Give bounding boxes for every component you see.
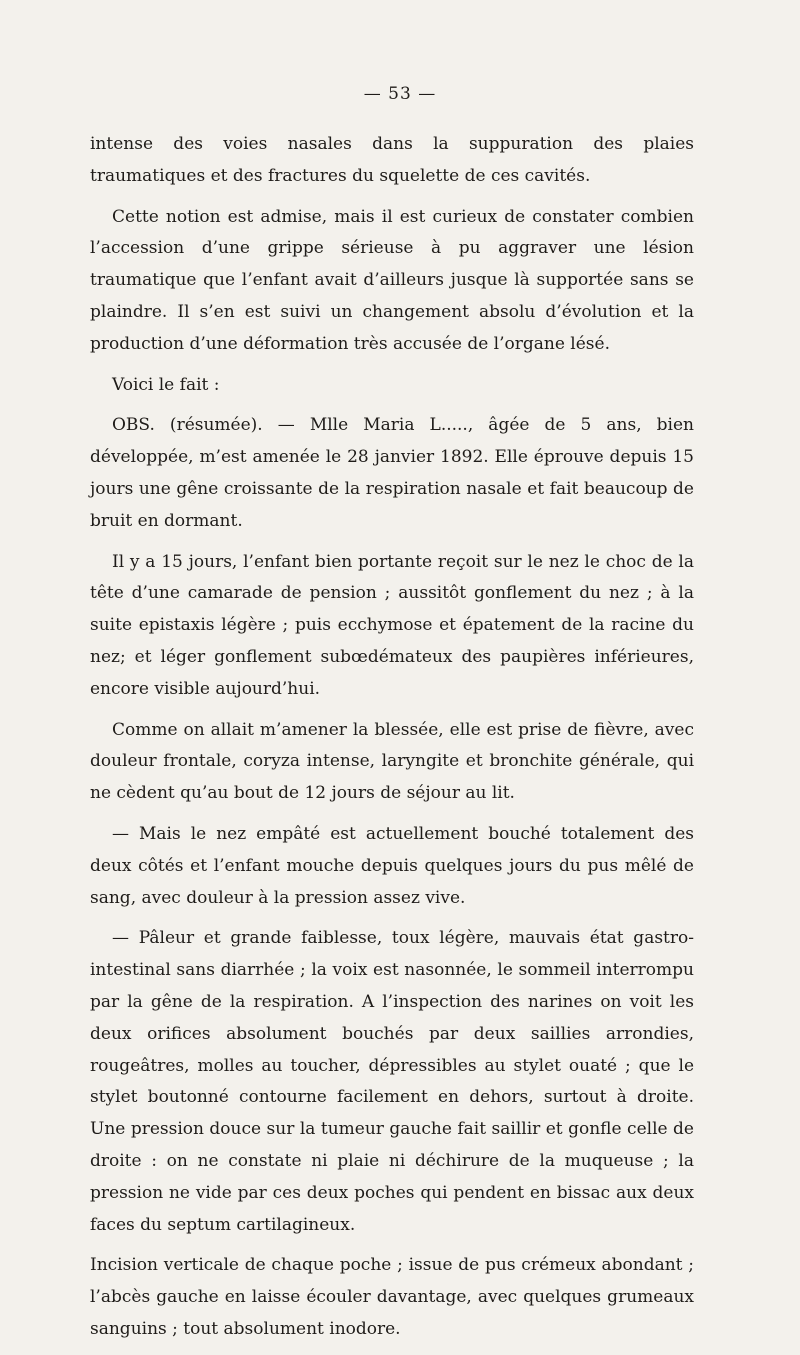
paragraph: Il y a 15 jours, l’enfant bien portante reçoit sur le nez le choc de la tête d’une camarade de pension ; aussitôt gonflement du nez ; à la suite epistaxis légère ; puis ecchymose et épatement de la racine du nez; et léger gonflement subœdémateux des paupières inférieures, encore visible aujourd’hui. (90, 551, 694, 699)
paragraph: Voici le fait : (112, 374, 220, 395)
paragraph: OBS. (résumée). — Mlle Maria L....., âgée de 5 ans, bien développée, m’est amenée le 28 janvier 1892. Elle éprouve depuis 15 jours une gêne croissante de la respiration nasale et fait beaucoup de bruit en dormant. (90, 415, 694, 531)
paragraph: intense des voies nasales dans la suppuration des plaies traumatiques et des fractures du squelette de ces cavités. (90, 134, 694, 186)
page-number: — 53 — (363, 84, 437, 104)
paragraph: Comme on allait m’amener la blessée, elle est prise de fièvre, avec douleur frontale, coryza intense, laryngite et bronchite générale, qui ne cèdent qu’au bout de 12 jours de séjour au lit. (90, 719, 694, 804)
paragraph: Cette notion est admise, mais il est curieux de constater combien l’accession d’une grippe sérieuse à pu aggraver une lésion traumatique que l’enfant avait d’ailleurs jusque là supportée sans se plaindre. Il s’en est suivi un changement absolu d’évolution et la production d’une déformation très accusée de l’organe lésé. (90, 206, 694, 354)
paragraph: — Mais le nez empâté est actuellement bouché totalement des deux côtés et l’enfant mouche depuis quelques jours du pus mêlé de sang, avec douleur à la pression assez vive. (90, 823, 694, 908)
body-text (90, 129, 694, 1355)
paragraph: — Pâleur et grande faiblesse, toux légère, mauvais état gastro-intestinal sans diarrhée ; la voix est nasonnée, le sommeil interrompu par la gêne de la respiration. A l’inspection des narines on voit les deux orifices absolument bouchés par deux saillies arrondies, rougeâtres, molles au toucher, dépressibles au stylet ouaté ; que le stylet boutonné contourne facilement en dehors, surtout à droite. Une pression douce sur la tumeur gauche fait saillir et gonfle celle de droite : on ne constate ni plaie ni déchirure de la muqueuse ; la pression ne vide par ces deux poches qui pendent en bissac aux deux faces du septum cartilagineux. (90, 928, 694, 1235)
paragraph: Incision verticale de chaque poche ; issue de pus crémeux abondant ; l’abcès gauche en laisse écouler davantage, avec quelques grumeaux sanguins ; tout absolument inodore. (90, 1255, 694, 1339)
